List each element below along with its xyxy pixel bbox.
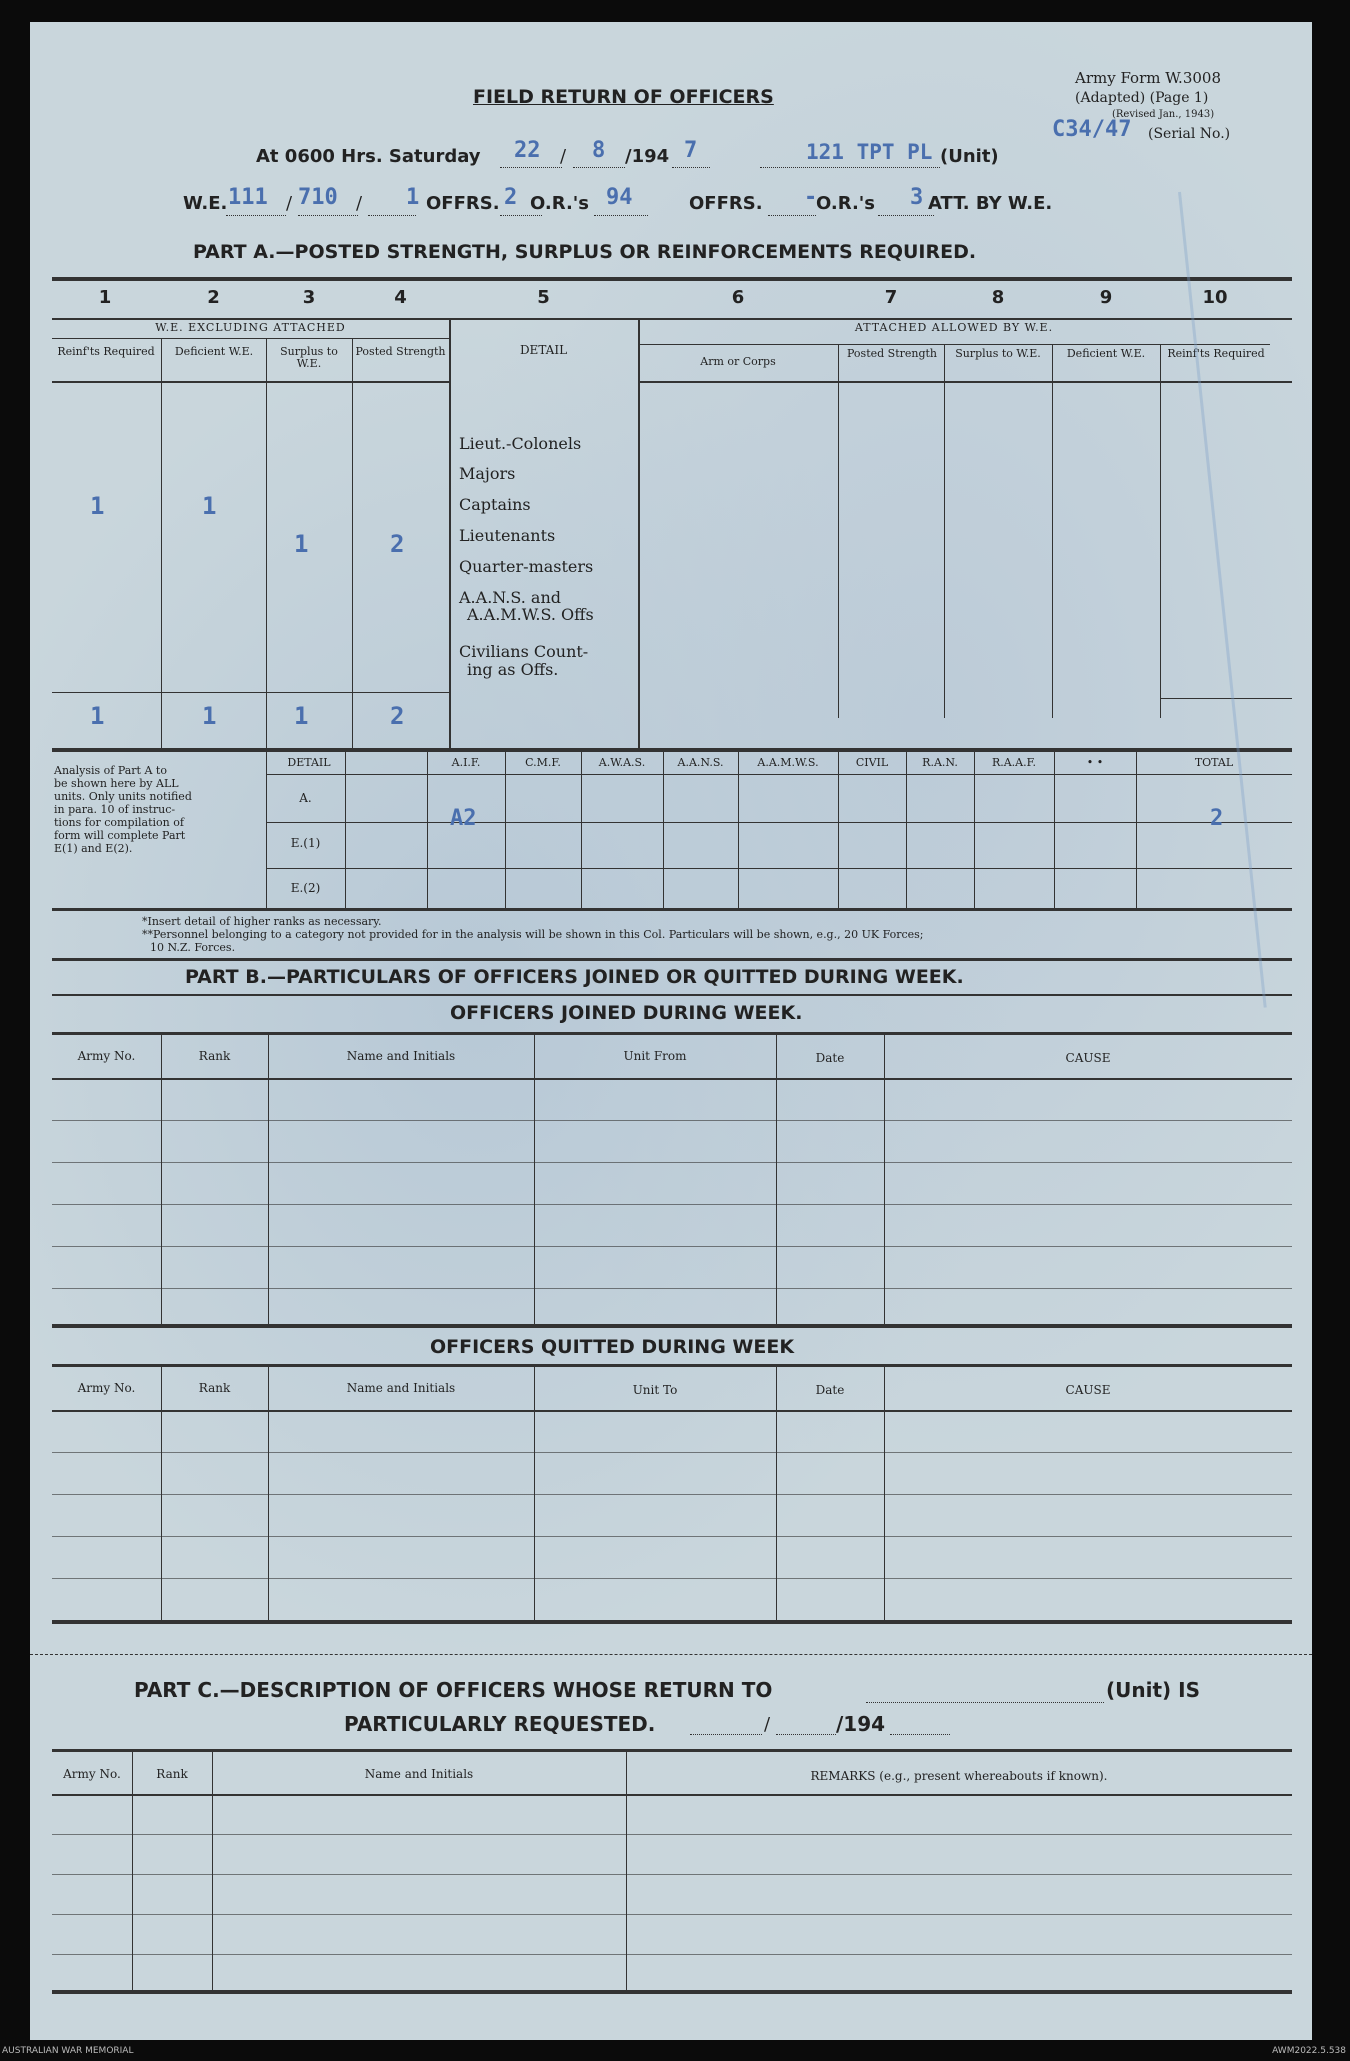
- part-a-title: PART A.—POSTED STRENGTH, SURPLUS OR REINFORCEMENTS REQUIRED.: [193, 241, 977, 263]
- lieut-surplus-value: 1: [294, 530, 309, 558]
- col-number: 6: [731, 287, 745, 308]
- joined-row-rule: [52, 1120, 1292, 1121]
- rank-captains: Captains: [459, 495, 531, 514]
- total-reinf: 1: [90, 702, 105, 730]
- group-rule: [52, 338, 449, 339]
- analysis-note: Analysis of Part A to be shown here by ALL units. Only units notified in para. 10 of instruc- tions for compilation of form will complete Part E(1) and E(2).: [54, 764, 192, 855]
- joined-row-rule: [52, 1246, 1292, 1247]
- part-b-rule: [52, 994, 1292, 996]
- col-number: 5: [537, 287, 550, 308]
- analysis-col-aif: A.I.F.: [451, 756, 481, 769]
- col-head-reinf-att: Reinf'ts Required: [1167, 347, 1265, 360]
- part-c-title-c: PARTICULARLY REQUESTED.: [344, 1712, 656, 1736]
- total-rule: [52, 692, 449, 693]
- vline: [906, 752, 907, 908]
- quitted-col-name: Name and Initials: [346, 1381, 456, 1395]
- footer-right: AWM2022.5.538: [1272, 2046, 1346, 2056]
- footer-left: AUSTRALIAN WAR MEMORIAL: [2, 2046, 134, 2056]
- vline: [884, 1035, 885, 1324]
- serial-value: C34/47: [1052, 117, 1132, 142]
- joined-col-cause: CAUSE: [1065, 1051, 1111, 1065]
- part-a-top-rule: [52, 277, 1292, 281]
- captains-deficient-value: 1: [202, 492, 217, 520]
- vline: [581, 752, 582, 908]
- part-c-row-rule: [52, 1954, 1292, 1955]
- analysis-top-rule: [52, 748, 1292, 752]
- analysis-col-aans: A.A.N.S.: [677, 756, 724, 769]
- vline: [884, 1367, 885, 1620]
- we-ors-line: [500, 215, 542, 216]
- ors-line: [594, 215, 648, 216]
- joined-top-rule: [52, 1032, 1292, 1035]
- analysis-detail-head: DETAIL: [287, 756, 331, 769]
- unit-label: (Unit): [940, 146, 999, 167]
- joined-row-rule: [52, 1288, 1292, 1289]
- vline: [268, 1367, 269, 1620]
- tear-line: [30, 1654, 1312, 1655]
- col-number: 1: [98, 287, 112, 308]
- vline: [534, 1367, 535, 1620]
- ors-value: 94: [606, 185, 633, 210]
- part-c-title-b: (Unit) IS: [1106, 1678, 1200, 1702]
- part-c-col-name: Name and Initials: [364, 1767, 474, 1781]
- quitted-top-rule: [52, 1364, 1292, 1367]
- form-revised: (Revised Jan., 1943): [1112, 109, 1215, 120]
- rank-civilians-2: ing as Offs.: [467, 660, 559, 679]
- we-excluding-label: W.E. EXCLUDING ATTACHED: [155, 321, 346, 334]
- analysis-row-e1: E.(1): [290, 836, 321, 850]
- part-c-row-rule: [52, 1874, 1292, 1875]
- vline: [663, 752, 664, 908]
- quitted-col-unit-to: Unit To: [632, 1383, 678, 1397]
- analysis-col-cmf: C.M.F.: [525, 756, 561, 769]
- serial-label: (Serial No.): [1148, 126, 1231, 142]
- pencil-mark: [1178, 192, 1267, 1008]
- offrs-label: OFFRS.: [426, 193, 500, 214]
- quitted-col-army-no: Army No.: [77, 1381, 136, 1395]
- vline: [266, 338, 267, 748]
- analysis-col-civil: CIVIL: [855, 756, 889, 769]
- day-value: 22: [514, 138, 541, 163]
- vline: [1052, 344, 1053, 718]
- captains-reinf-value: 1: [90, 492, 105, 520]
- joined-col-name: Name and Initials: [346, 1049, 456, 1063]
- analysis-rule: [266, 822, 1292, 823]
- month-line: [573, 167, 625, 168]
- quitted-col-cause: CAUSE: [1065, 1383, 1111, 1397]
- analysis-row-a: A.: [299, 791, 312, 805]
- col-head-deficient-att: Deficient W.E.: [1066, 347, 1146, 360]
- col-head-surplus-att: Surplus to W.E.: [955, 347, 1041, 360]
- day-line: [500, 167, 562, 168]
- offrs2-label: OFFRS.: [689, 193, 763, 214]
- joined-row-rule: [52, 1204, 1292, 1205]
- vline: [1136, 752, 1137, 908]
- we-offrs-line: [368, 215, 416, 216]
- vline: [1160, 344, 1161, 718]
- vline: [449, 318, 451, 748]
- vline: [427, 752, 428, 908]
- vline: [776, 1367, 777, 1620]
- total-surplus: 1: [294, 702, 309, 730]
- lieut-posted-value: 2: [390, 530, 405, 558]
- analysis-col-other: • •: [1086, 756, 1104, 769]
- total-deficient: 1: [202, 702, 217, 730]
- col-number: 8: [991, 287, 1005, 308]
- quitted-head-rule: [52, 1410, 1292, 1412]
- year-digit: 7: [684, 138, 698, 163]
- part-c-bottom-rule: [52, 1990, 1292, 1994]
- attached-allowed-label: ATTACHED ALLOWED BY W.E.: [854, 321, 1054, 334]
- footnote-1: *Insert detail of higher ranks as necessary.: [142, 915, 382, 928]
- aif-value: A2: [450, 806, 477, 831]
- col-number: 9: [1099, 287, 1113, 308]
- ors2-label: O.R.'s: [816, 193, 876, 214]
- col-head-posted-att: Posted Strength: [846, 347, 938, 360]
- quitted-col-date: Date: [815, 1383, 845, 1397]
- footnote-3: 10 N.Z. Forces.: [150, 941, 236, 954]
- part-c-unit-line: [866, 1702, 1104, 1703]
- col-number: 10: [1202, 287, 1228, 308]
- rank-aamws: A.A.M.W.S. Offs: [467, 605, 594, 624]
- footnote-2: **Personnel belonging to a category not provided for in the analysis will be shown in this Col. Particulars will be shown, e.g., 20 UK Forces;: [142, 928, 924, 941]
- quitted-row-rule: [52, 1452, 1292, 1453]
- head-rule: [52, 381, 449, 383]
- part-b-top-rule: [52, 958, 1292, 961]
- part-c-title-d: /194: [836, 1712, 886, 1736]
- we-a-value: 111: [228, 185, 268, 210]
- joined-col-army-no: Army No.: [77, 1049, 136, 1063]
- col-head-surplus: Surplus to W.E.: [280, 345, 338, 370]
- analysis-row-e2: E.(2): [290, 881, 321, 895]
- col-number: 2: [207, 287, 220, 308]
- unit-line: [760, 167, 940, 168]
- quitted-row-rule: [52, 1494, 1292, 1495]
- joined-head-rule: [52, 1078, 1292, 1080]
- form-number: Army Form W.3008: [1075, 69, 1221, 87]
- part-c-row-rule: [52, 1834, 1292, 1835]
- vline: [838, 344, 839, 718]
- vline: [161, 1367, 162, 1620]
- part-c-col-army-no: Army No.: [63, 1767, 121, 1781]
- vline: [944, 344, 945, 718]
- joined-row-rule: [52, 1162, 1292, 1163]
- vline: [738, 752, 739, 908]
- analysis-col-ran: R.A.N.: [922, 756, 958, 769]
- rank-aans: A.A.N.S. and: [459, 588, 561, 607]
- offrs2-line: [768, 215, 816, 216]
- vline: [161, 1035, 162, 1324]
- col-head-reinf: Reinf'ts Required: [57, 345, 155, 358]
- vline: [161, 338, 162, 748]
- rank-lieut-colonels: Lieut.-Colonels: [459, 434, 582, 453]
- analysis-bottom-rule: [52, 908, 1292, 911]
- we-ors-value: 2: [504, 185, 518, 210]
- unit-value: 121 TPT PL: [806, 140, 933, 164]
- part-c-head-rule: [52, 1794, 1292, 1796]
- we-a-line: [226, 215, 286, 216]
- col-head-posted: Posted Strength: [355, 345, 446, 358]
- part-b-title: PART B.—PARTICULARS OF OFFICERS JOINED OR QUITTED DURING WEEK.: [185, 966, 964, 988]
- vline: [345, 752, 346, 908]
- part-c-col-rank: Rank: [156, 1767, 188, 1781]
- quitted-row-rule: [52, 1536, 1292, 1537]
- part-c-year-line: [890, 1734, 950, 1735]
- col-head-arm: Arm or Corps: [700, 355, 776, 368]
- total-value: 2: [1210, 806, 1224, 831]
- form-sheet: Army Form W.3008 (Adapted) (Page 1) (Revised Jan., 1943) C34/47 (Serial No.) FIELD RETURN OF OFFICERS At 0600 Hrs. Saturday 22 / 8 /194 7 121 TPT PL (Unit) W.E. 111 / 710 / 1 OFFRS. 2 O.R.'s 94 OFFRS. - O.R.'s 3 ATT. BY W.E. PART A.—POSTED STRENGTH, SURPLUS OR REINFORCEMENTS REQUIRED. 1 2 3 4 5 6 7 8 9 10 W.E. EXCLUDING ATTACHED ATTACHED ALLOWED BY W.E. DETAIL Reinf'ts Required Deficient W.E. Surplus to W.E. Posted Strength Arm or Corps Posted Strength Surplus to W.E. Deficient W.E. Reinf'ts Required Lieut.-Colonels Majors Captains Lieutenants Quarter-masters A.A.N.S. and A.A.M.W.S. Offs Civilians Count- ing as Offs. 1 1 1 2 1 1 1 2 Analysis of Part A to be shown here by ALL units. Only units notified in para. 10 of instruc- tions for compilation of form will complete Part E(1) and E(2). DETAIL A.I.F. C.M.F. A.W.A.S. A.A.N.S. A.A.M.W.S. CIVIL R.A.N. R.A.A.F. • • TOTAL A. E.(1) E.(2) A2 2 *Insert detail of higher ranks as necessary. **Personnel belonging to a category not provided for in the analysis will be shown in this Col. Particulars will be shown, e.g., 20 UK Forces; 10 N.Z. Forces. PART B.—PARTICULARS OF OFFICERS JOINED OR QUITTED DURING WEEK. OFFICERS JOINED DURING WEEK. Army No. Rank Name and Initials Unit From Date CAUSE OFFICERS QUITTED DURING WEEK Army No. Rank Name and Initials Unit To Date CAUSE PART C.—DESCRIPTION OF OFFICERS WHOSE RETURN TO (Unit) IS PARTICULARLY REQUESTED. / /194 Army No. Rank Name and Initials REMARKS (e.g., present whereabouts if known).: [30, 22, 1312, 2040]
- rank-civilians: Civilians Count-: [459, 642, 589, 661]
- head-rule: [638, 381, 1292, 383]
- joined-col-rank: Rank: [198, 1049, 231, 1063]
- quitted-bottom-rule: [52, 1620, 1292, 1624]
- analysis-col-raaf: R.A.A.F.: [991, 756, 1037, 769]
- rank-quartermasters: Quarter-masters: [459, 557, 594, 576]
- quitted-row-rule: [52, 1578, 1292, 1579]
- year-line: [672, 167, 710, 168]
- col-number: 4: [394, 287, 407, 308]
- we-offrs-value: 1: [406, 185, 420, 210]
- vline: [776, 1035, 777, 1324]
- detail-header: DETAIL: [519, 343, 568, 357]
- vline: [352, 338, 353, 748]
- part-c-month-line: [776, 1734, 836, 1735]
- year-prefix: /194: [625, 146, 670, 167]
- part-c-title-a: PART C.—DESCRIPTION OF OFFICERS WHOSE RETURN TO: [134, 1678, 773, 1702]
- joined-col-date: Date: [815, 1051, 845, 1065]
- vline: [505, 752, 506, 908]
- we-b-value: 710: [298, 185, 338, 210]
- ors-label: O.R.'s: [530, 193, 590, 214]
- col-number: 3: [302, 287, 316, 308]
- ors2-value: 3: [910, 185, 924, 210]
- form-adapted: (Adapted) (Page 1): [1075, 90, 1209, 106]
- quitted-title: OFFICERS QUITTED DURING WEEK: [430, 1336, 795, 1358]
- we-label: W.E.: [183, 193, 228, 214]
- part-c-top-rule: [52, 1749, 1292, 1752]
- total-rule: [1160, 698, 1292, 699]
- vline: [534, 1035, 535, 1324]
- vline: [626, 1752, 627, 1990]
- we-b-line: [298, 215, 358, 216]
- att-label: ATT. BY W.E.: [928, 193, 1053, 214]
- joined-col-unit-from: Unit From: [623, 1049, 687, 1063]
- rank-majors: Majors: [459, 464, 516, 483]
- group-rule: [638, 344, 1270, 345]
- vline: [132, 1752, 133, 1990]
- part-c-row-rule: [52, 1914, 1292, 1915]
- part-c-col-remarks: REMARKS (e.g., present whereabouts if known).: [810, 1769, 1108, 1783]
- analysis-col-aamws: A.A.M.W.S.: [757, 756, 819, 769]
- analysis-col-awas: A.W.A.S.: [598, 756, 646, 769]
- analysis-rule: [266, 774, 1292, 775]
- col-head-deficient: Deficient W.E.: [174, 345, 254, 358]
- page-title: FIELD RETURN OF OFFICERS: [473, 86, 774, 108]
- ors2-line: [878, 215, 934, 216]
- quitted-col-rank: Rank: [198, 1381, 231, 1395]
- rank-lieutenants: Lieutenants: [459, 526, 556, 545]
- analysis-rule: [266, 868, 1292, 869]
- vline: [1054, 752, 1055, 908]
- at-label: At 0600 Hrs. Saturday: [256, 146, 481, 167]
- vline: [838, 752, 839, 908]
- analysis-col-total: TOTAL: [1194, 756, 1234, 769]
- vline: [974, 752, 975, 908]
- part-c-day-line: [690, 1734, 762, 1735]
- vline: [638, 318, 640, 748]
- joined-bottom-rule: [52, 1324, 1292, 1328]
- col-number-rule: [52, 318, 1292, 320]
- col-number: 7: [884, 287, 898, 308]
- vline: [268, 1035, 269, 1324]
- total-posted: 2: [390, 702, 405, 730]
- joined-title: OFFICERS JOINED DURING WEEK.: [450, 1002, 803, 1024]
- month-value: 8: [592, 138, 606, 163]
- vline: [212, 1752, 213, 1990]
- offrs2-value: -: [804, 185, 818, 210]
